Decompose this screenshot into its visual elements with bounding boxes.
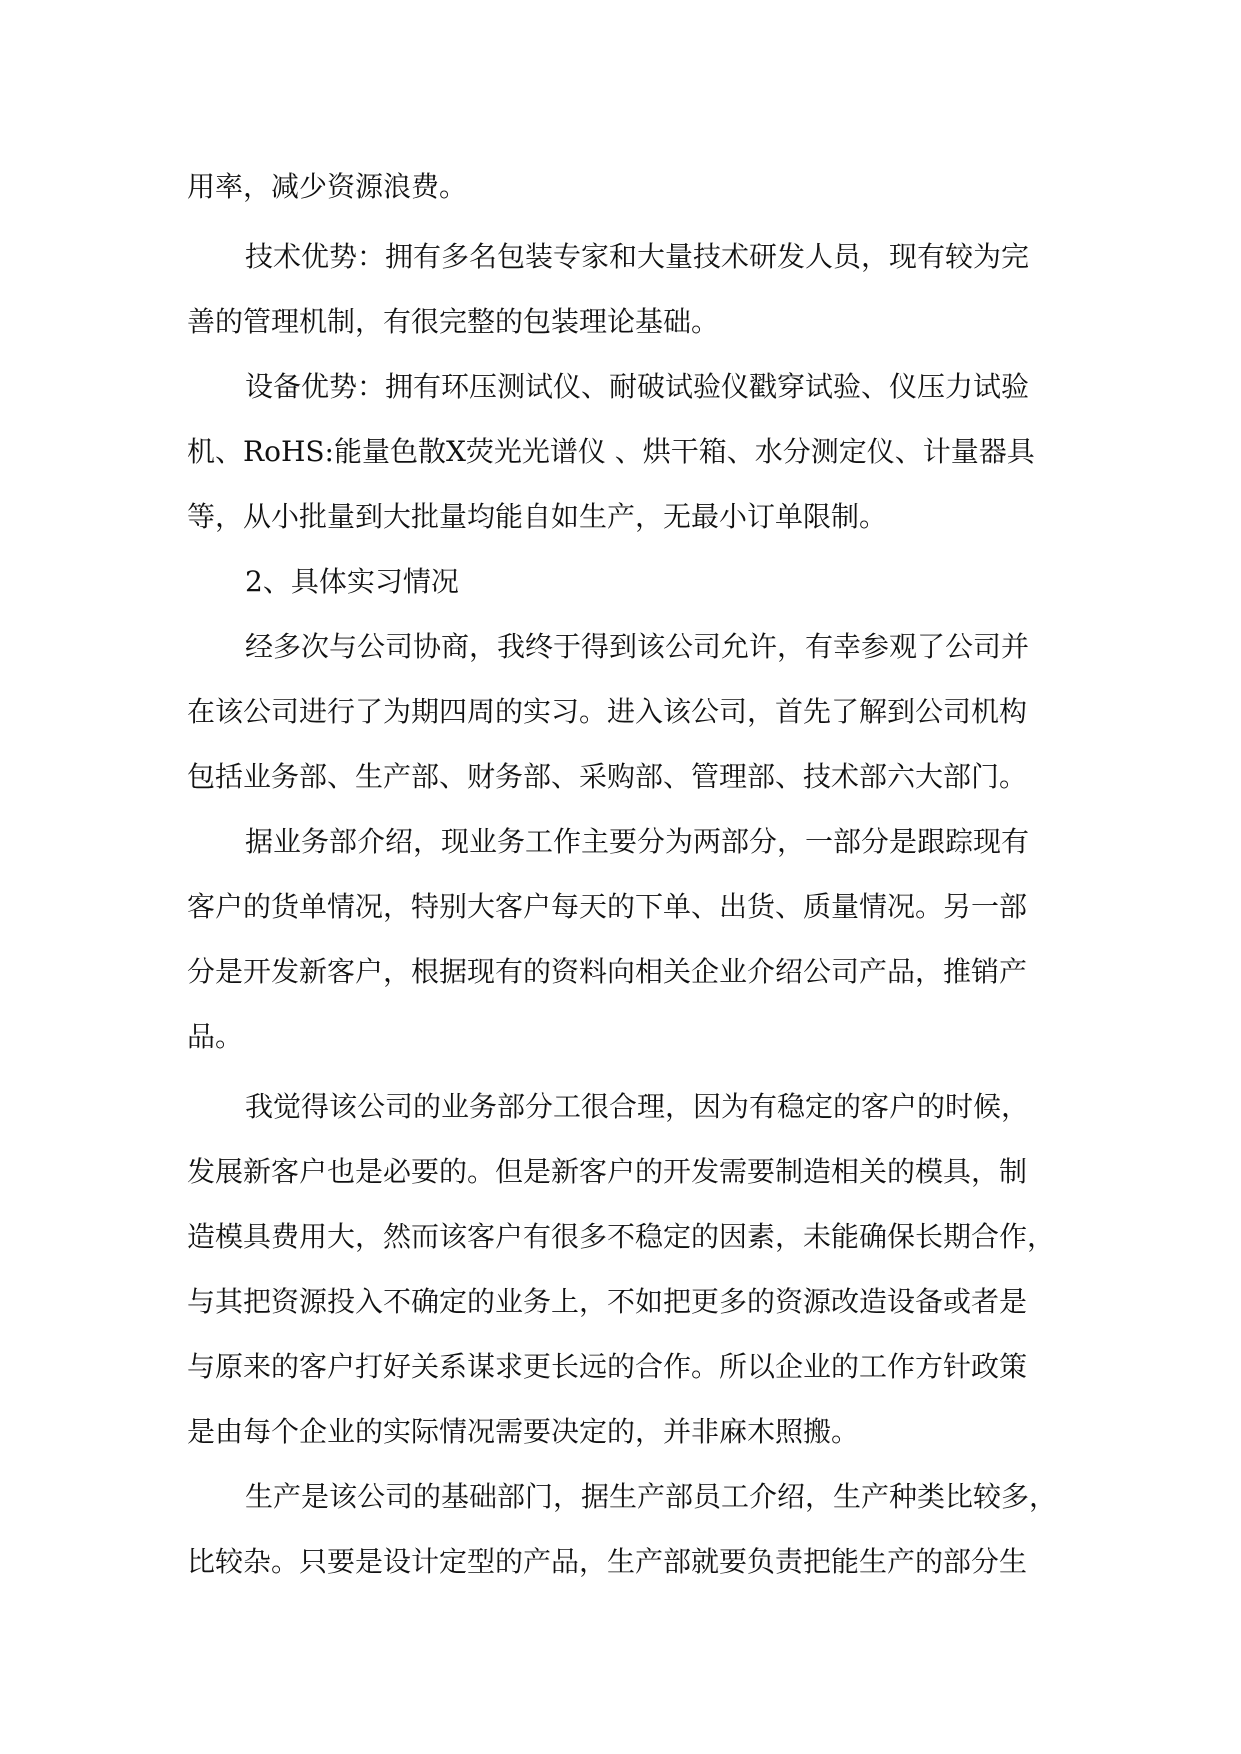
body-text-line: 比较杂。只要是设计定型的产品，生产部就要负责把能生产的部分生 bbox=[187, 1545, 1028, 1578]
body-text-line: 在该公司进行了为期四周的实习。进入该公司，首先了解到公司机构 bbox=[187, 695, 1028, 728]
body-text-line: 与其把资源投入不确定的业务上，不如把更多的资源改造设备或者是 bbox=[187, 1285, 1028, 1318]
body-text-line: 客户的货单情况，特别大客户每天的下单、出货、质量情况。另一部 bbox=[187, 890, 1028, 923]
body-text-line: 品。 bbox=[187, 1020, 244, 1053]
body-text-line: 设备优势：拥有环压测试仪、耐破试验仪戳穿试验、仪压力试验 bbox=[245, 370, 1030, 403]
body-text-line: 是由每个企业的实际情况需要决定的，并非麻木照搬。 bbox=[187, 1415, 860, 1448]
section-heading: 2、具体实习情况 bbox=[245, 565, 459, 598]
body-text-line: 机、RoHS:能量色散X荧光光谱仪 、烘干箱、水分测定仪、计量器具 bbox=[187, 435, 1035, 468]
document-body bbox=[187, 154, 1059, 1594]
body-text-line: 我觉得该公司的业务部分工很合理，因为有稳定的客户的时候， bbox=[245, 1090, 1030, 1123]
body-text-line: 善的管理机制，有很完整的包装理论基础。 bbox=[187, 305, 720, 338]
body-text-line: 技术优势：拥有多名包装专家和大量技术研发人员，现有较为完 bbox=[245, 240, 1030, 273]
body-text-line: 据业务部介绍，现业务工作主要分为两部分，一部分是跟踪现有 bbox=[245, 825, 1030, 858]
body-text-line: 经多次与公司协商，我终于得到该公司允许，有幸参观了公司并 bbox=[245, 630, 1030, 663]
body-text-line: 包括业务部、生产部、财务部、采购部、管理部、技术部六大部门。 bbox=[187, 760, 1028, 793]
body-text-line: 发展新客户也是必要的。但是新客户的开发需要制造相关的模具，制 bbox=[187, 1155, 1028, 1188]
body-text-line: 生产是该公司的基础部门，据生产部员工介绍，生产种类比较多， bbox=[245, 1480, 1058, 1513]
body-text-line: 用率，减少资源浪费。 bbox=[187, 170, 468, 203]
body-text-line: 造模具费用大，然而该客户有很多不稳定的因素，未能确保长期合作， bbox=[187, 1220, 1056, 1253]
body-text-line: 与原来的客户打好关系谋求更长远的合作。所以企业的工作方针政策 bbox=[187, 1350, 1028, 1383]
body-text-line: 分是开发新客户，根据现有的资料向相关企业介绍公司产品，推销产 bbox=[187, 955, 1028, 988]
body-text-line: 等，从小批量到大批量均能自如生产，无最小订单限制。 bbox=[187, 500, 888, 533]
